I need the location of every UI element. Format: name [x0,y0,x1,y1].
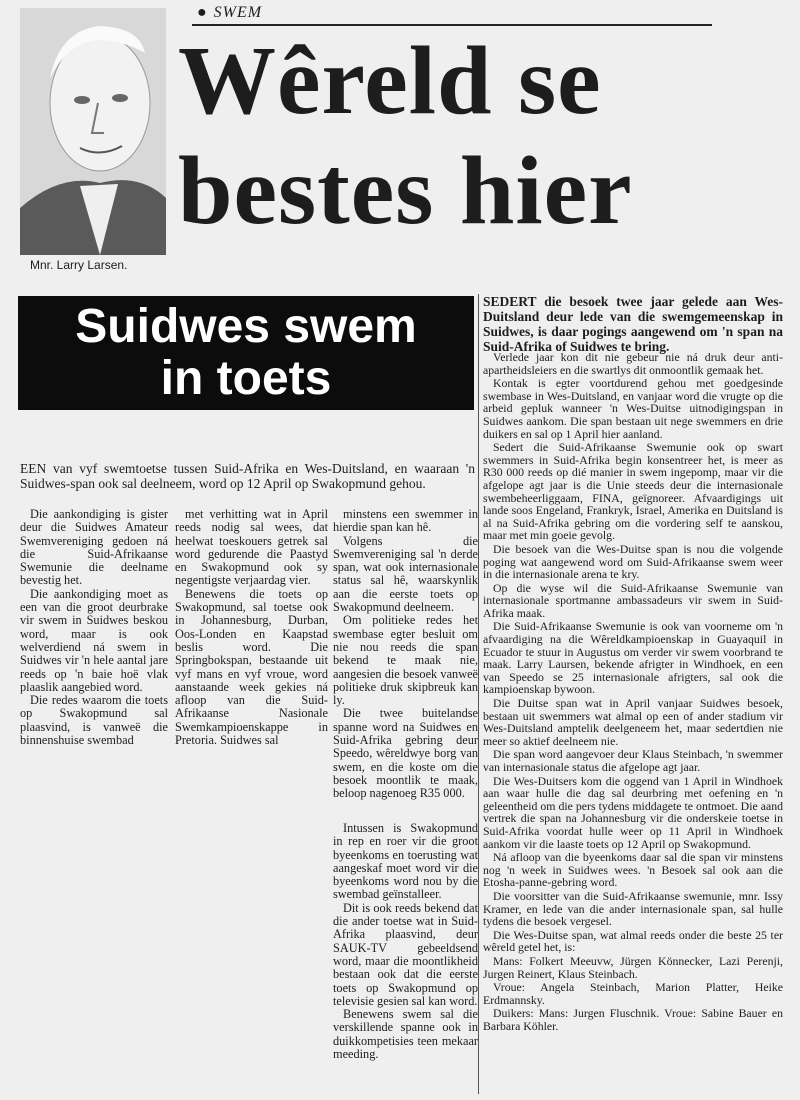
team-divers: Duikers: Mans: Jurgen Fluschnik. Vroue: Sabine Bauer en Barbara Köhler. [483,1006,783,1033]
column-1 [20,508,168,747]
team-women: Vroue: Angela Steinbach, Marion Platter, Heike Erdmannsky. [483,980,783,1007]
photo-caption: Mnr. Larry Larsen. [30,258,128,272]
column-rule [478,294,479,1094]
portrait-image [20,8,166,255]
paragraph: Die twee buitelandse spanne word na Suidwes en Suid-Afrika gebring deur Speedo, wêreldwye borg van swem, en die koste om die besoek moontlik te maak, beloop nagenoeg R35 000. [333,706,478,801]
paragraph: Die Duitse span wat in April vanjaar Suidwes besoek, bestaan uit swemmers wat almal op een of ander stadium vir Wes-Duitsland amptelik deelgeneem het, maar sedertdien nie meer so aktief deelneem nie. [483,696,783,748]
paragraph: Op die wyse wil die Suid-Afrikaanse Swemunie van internasionale sportmanne ambassadeurs vir swem in Suid-Afrika maak. [483,580,783,620]
column-4 [483,351,783,1033]
paragraph: Die redes waarom die toets op Swakopmund sal plaasvind, is vanweë die binnenshuise swembad [20,693,168,748]
intro-paragraph: SEDERT die besoek twee jaar gelede aan Wes-Duitsland deur lede van die swemgemeenskap in Suidwes, is daar pogings aangewend om 'n span na Suid-Afrika of Suidwes te bring. [483,294,783,354]
paragraph: minstens een swemmer in hierdie span kan hê. [333,507,478,535]
paragraph: Dit is ook reeds bekend dat die ander toetse wat in Suid-Afrika plaasvind, deur SAUK-TV gebeeldsend word, maar die moontlikheid bestaan ook dat die eerste toets op Swakopmund op televisie gesien sal kan word. [333,900,478,1008]
adjacent-column-edge [788,0,800,1100]
paragraph: Ná afloop van die byeenkoms daar sal die span vir minstens nog 'n week in Suidwes wees. 'n Besoek sal ook aan die Etosha-panne-gebring word. [483,850,783,890]
headline [178,26,783,246]
banner-line-1: Suidwes swem [75,300,417,353]
paragraph: Die aankondiging moet as een van die groot deurbrake vir swem in Suidwes beskou word, maar is ook welverdiend ná swem in Suidwes vir 'n hele aantal jare reeds op 'n baie hoë vlak plaaslik aangebied word. [20,586,168,694]
paragraph: Die Wes-Duitsers kom die oggend van 1 April in Windhoek aan waar hulle die dag sal deurbring met oefening en 'n geleentheid om die pers tydens middagete te ontmoet. Die aand vertrek die span na Johannesburg vir die onderskeie toetse in Suid-Afrika voordat hulle weer op 11 April in Windhoek aankom vir die laaste toets op 12 April op Swakopmund. [483,773,783,851]
paragraph: Die voorsitter van die Suid-Afrikaanse swemunie, mnr. Issy Kramer, en lede van die ander internasionale span, sal hulle tydens die besoek vergesel. [483,888,783,929]
column-2 [175,508,328,747]
bullet-icon: ● [197,4,208,21]
paragraph: Die span word aangevoer deur Klaus Steinbach, 'n swemmer van internasionale status die afgelope agt jaar. [483,747,783,774]
paragraph: Die Suid-Afrikaanse Swemunie is ook van voorneme om 'n afvaardiging na die Wêreldkampioenskap in Guayaquil in Ecuador te stuur in Augustus om verder vir swem voorbrand te maak. Larry Laursen, bekende afrigter in Windhoek, en een van Speedo se 25 internasionale afrigters, sal ook die kampioenskap bywoon. [483,619,783,697]
paragraph: Volgens die Swemvereniging sal 'n derde span, wat ook internasionale status sal hê, waarskynlik aan die eerste toets op Swakopmund deelneem. [333,533,478,615]
paragraph: Die aankondiging is gister deur die Suidwes Amateur Swemvereniging gedoen ná die Suid-Afrikaanse Swemunie die deelname bevestig het. [20,507,168,588]
column-3-continued [333,822,478,1061]
section-kicker [197,4,262,22]
paragraph: Die Wes-Duitse span, wat almal reeds onder die beste 25 ter wêreld getel het, is: [483,927,783,955]
paragraph: Benewens swem sal die verskillende spanne ook in duikkompetisies teen mekaar meeding. [333,1007,478,1062]
subhead-banner [18,296,474,410]
paragraph: Om politieke redes het swembase egter besluit om nie nou reeds die span bekend te maak nie, aangesien die besoek vanweë politieke druk skipbreuk kan ly. [333,613,478,708]
paragraph: Benewens die toets op Swakopmund, sal toetse ook in Johannesburg, Durban, Oos-Londen en Kaapstad beslis word. Die Springbokspan, bestaande uit vyf mans en vyf vroue, word aanstaande week gekies ná afloop van die Suid-Afrikaanse Nasionale Swemkampioenskappe in Pretoria. Suidwes sal [175,586,328,748]
section-label: SWEM [213,4,263,21]
paragraph: Verlede jaar kon dit nie gebeur nie ná druk deur anti-apartheidsleiers en die swartlys dit onmoontlik gemaak het. [483,350,783,377]
paragraph: Kontak is egter voortdurend gehou met goedgesinde swembase in Wes-Duitsland, en vanjaar word die vrugte op die arbeid gepluk wanneer 'n Wes-Duitse uitnodigingspan in Suidwes aankom. Die span bestaan uit nege swemmers en drie duikers en sal op 1 April hier aanland. [483,376,783,441]
lead-paragraph: EEN van vyf swemtoetse tussen Suid-Afrika en Wes-Duitsland, en waaraan 'n Suidwes-span ook sal deelneem, word op 12 April op Swakopmund gehou. [20,461,475,491]
banner-line-2: in toets [160,352,332,405]
column-3 [333,508,478,801]
team-men: Mans: Folkert Meeuvw, Jürgen Könnecker, Lazi Perenji, Jurgen Reinert, Klaus Steinbach. [483,953,783,981]
paragraph: Sedert die Suid-Afrikaanse Swemunie ook op swart swemmers in Suid-Afrika begin konsentreer het, is meer as R30 000 reeds op dié manier in swem ingepomp, maar vir die afgelope agt jaar is die Unie steeds deur die internasionale swembeheerliggaam, FINA, geïgnoreer. Afvaardigings uit lande soos Engeland, Frankryk, Israel, Amerika en Duitsland is al na Suid-Afrika gebring om die vordering self te aanskou, maar met min goeie gevolg. [483,440,783,543]
paragraph: met verhitting wat in April reeds nodig sal wees, dat heelwat toeskouers getrek sal word gedurende die Paastyd en Swakopmund ook sy negentigste verjaardag vier. [175,507,328,588]
portrait-photo [20,8,166,255]
headline-line-2: bestes hier [178,137,633,245]
paragraph: Intussen is Swakopmund in rep en roer vir die groot byeenkoms en toerusting wat aangeskaf moet word vir die byeenkoms word nou by die swembad geïnstalleer. [333,821,478,902]
headline-line-1: Wêreld se [178,27,602,135]
paragraph: Die besoek van die Wes-Duitse span is nou die volgende poging wat aangewend word om Suid-Afrikaanse swem weer in die internasionale arena te kry. [483,541,783,582]
